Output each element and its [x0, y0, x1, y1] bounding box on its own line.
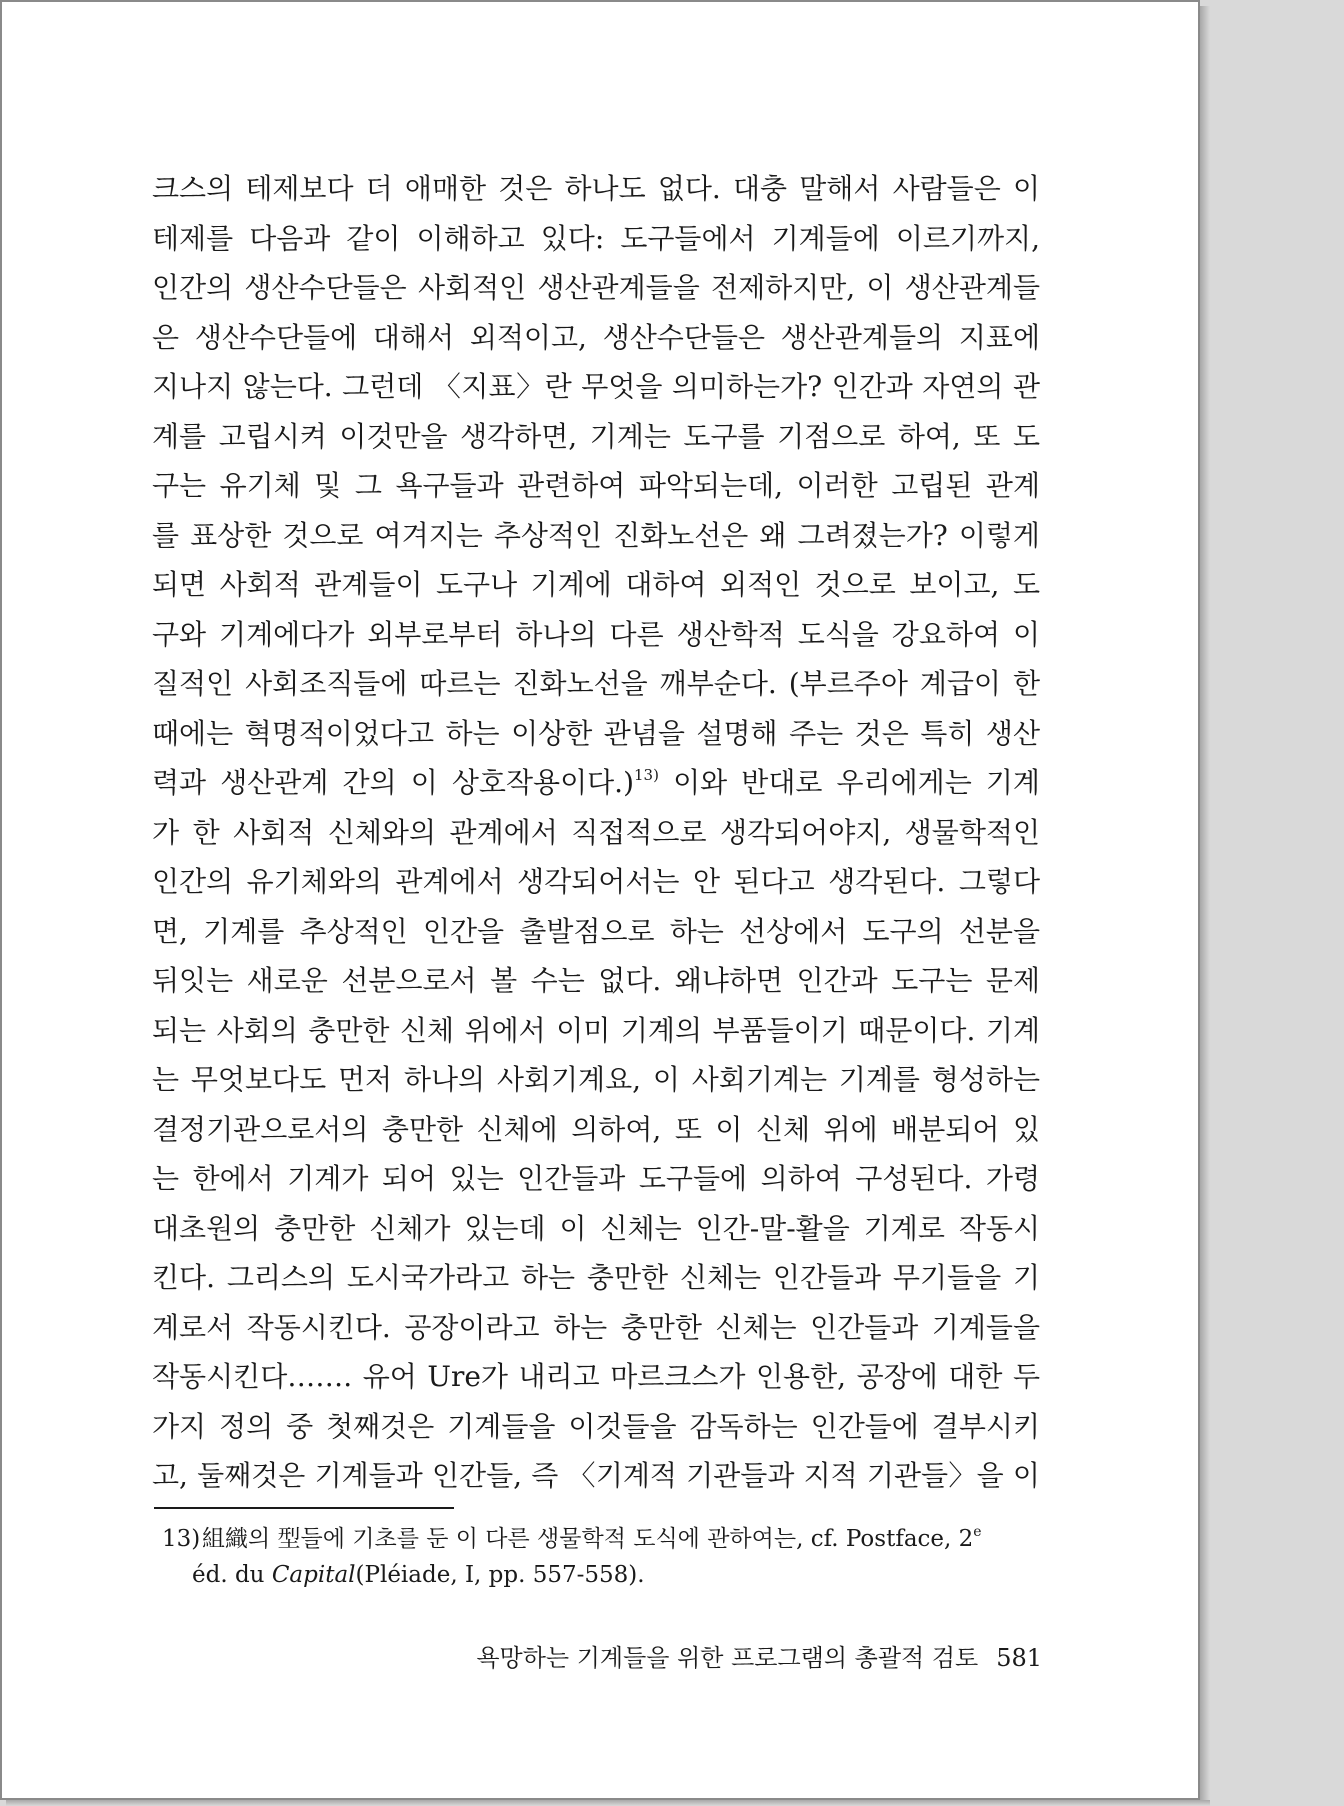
- text-line: 되는 사회의 충만한 신체 위에서 이미 기계의 부품들이기 때문이다. 기계: [152, 1013, 1040, 1047]
- text-line: 가지 정의 중 첫째것은 기계들을 이것들을 감독하는 인간들에 결부시키: [152, 1409, 1040, 1443]
- body-text: [152, 164, 1040, 1501]
- text-line: 인간의 생산수단들은 사회적인 생산관계들을 전제하지만, 이 생산관계들: [152, 271, 1040, 304]
- text-line: 때에는 혁명적이었다고 하는 이상한 관념을 설명해 주는 것은 특히 생산: [152, 716, 1040, 750]
- text-line: 면, 기계를 추상적인 인간을 출발점으로 하는 선상에서 도구의 선분을: [152, 914, 1040, 948]
- text-line: 질적인 사회조직들에 따르는 진화노선을 깨부순다. (부르주아 계급이 한: [152, 667, 1040, 700]
- text-line: 킨다. 그리스의 도시국가라고 하는 충만한 신체는 인간들과 무기들을 기: [152, 1261, 1040, 1294]
- footnote-divider: [154, 1507, 454, 1509]
- footnote-line: [162, 1557, 1042, 1593]
- text-line: 뒤잇는 새로운 선분으로서 볼 수는 없다. 왜냐하면 인간과 도구는 문제: [152, 964, 1040, 997]
- text-line: 지나지 않는다. 그런데 〈지표〉란 무엇을 의미하는가? 인간과 자연의 관: [152, 370, 1040, 403]
- text-line: 구는 유기체 및 그 욕구들과 관련하여 파악되는데, 이러한 고립된 관계: [152, 469, 1040, 502]
- footnotes: [162, 1521, 1042, 1593]
- text-line: 를 표상한 것으로 여겨지는 추상적인 진화노선은 왜 그려졌는가? 이렇게: [152, 518, 1040, 552]
- running-footer: [432, 1636, 1042, 1680]
- text-line: 은 생산수단들에 대해서 외적이고, 생산수단들은 생산관계들의 지표에: [152, 320, 1040, 354]
- text-line: 구와 기계에다가 외부로부터 하나의 다른 생산학적 도식을 강요하여 이: [152, 617, 1040, 651]
- page-bottom-shadow: [6, 1800, 1210, 1806]
- text-line: 작동시킨다……. 유어 Ure가 내리고 마르크스가 인용한, 공장에 대한 두: [152, 1360, 1040, 1393]
- text-line: 는 무엇보다도 먼저 하나의 사회기계요, 이 사회기계는 기계를 형성하는: [152, 1063, 1040, 1096]
- footnote-text: 組織의 型들에 기초를 둔 이 다른 생물학적 도식에 관하여는, cf. Postface, 2: [202, 1526, 974, 1552]
- text-line: 는 한에서 기계가 되어 있는 인간들과 도구들에 의하여 구성된다. 가령: [152, 1162, 1040, 1195]
- page-edge-shadow: [1200, 6, 1210, 1800]
- text-line: 결정기관으로서의 충만한 신체에 의하여, 또 이 신체 위에 배분되어 있: [152, 1112, 1040, 1146]
- text-line: 크스의 테제보다 더 애매한 것은 하나도 없다. 대충 말해서 사람들은 이: [152, 172, 1040, 205]
- text-line: 되면 사회적 관계들이 도구나 기계에 대하여 외적인 것으로 보이고, 도: [152, 568, 1040, 601]
- footnote-reference[interactable]: 13): [634, 766, 659, 784]
- running-title: 욕망하는 기계들을 위한 프로그램의 총괄적 검토: [476, 1644, 979, 1672]
- text-line: 계를 고립시켜 이것만을 생각하면, 기계는 도구를 기점으로 하여, 또 도: [152, 419, 1040, 453]
- text-segment: 이와 반대로 우리에게는 기계: [658, 766, 1040, 799]
- footnote-number: 13): [162, 1526, 201, 1552]
- footnote-text: éd. du: [192, 1562, 272, 1588]
- footnote-book-title: Capital: [271, 1562, 356, 1588]
- text-line: 계로서 작동시킨다. 공장이라고 하는 충만한 신체는 인간들과 기계들을: [152, 1310, 1040, 1344]
- footnote-text: (Pléiade, I, pp. 557-558).: [355, 1562, 645, 1588]
- text-line: 인간의 유기체와의 관계에서 생각되어서는 안 된다고 생각된다. 그렇다: [152, 865, 1040, 898]
- text-line: 테제를 다음과 같이 이해하고 있다: 도구들에서 기계들에 이르기까지,: [152, 221, 1040, 255]
- footnote-line: [162, 1521, 1042, 1557]
- text-line: 대초원의 충만한 신체가 있는데 이 신체는 인간-말-활을 기계로 작동시: [152, 1211, 1040, 1245]
- text-line: 고, 둘째것은 기계들과 인간들, 즉 〈기계적 기관들과 지적 기관들〉을 이: [152, 1459, 1040, 1492]
- text-line: 가 한 사회적 신체와의 관계에서 직접적으로 생각되어야지, 생물학적인: [152, 815, 1040, 849]
- text-segment: 력과 생산관계 간의 이 상호작용이다.): [152, 766, 634, 799]
- text-line-with-footnote-ref: [152, 758, 1040, 808]
- footnote-superscript: e: [973, 1524, 982, 1540]
- page-number: 581: [996, 1644, 1042, 1672]
